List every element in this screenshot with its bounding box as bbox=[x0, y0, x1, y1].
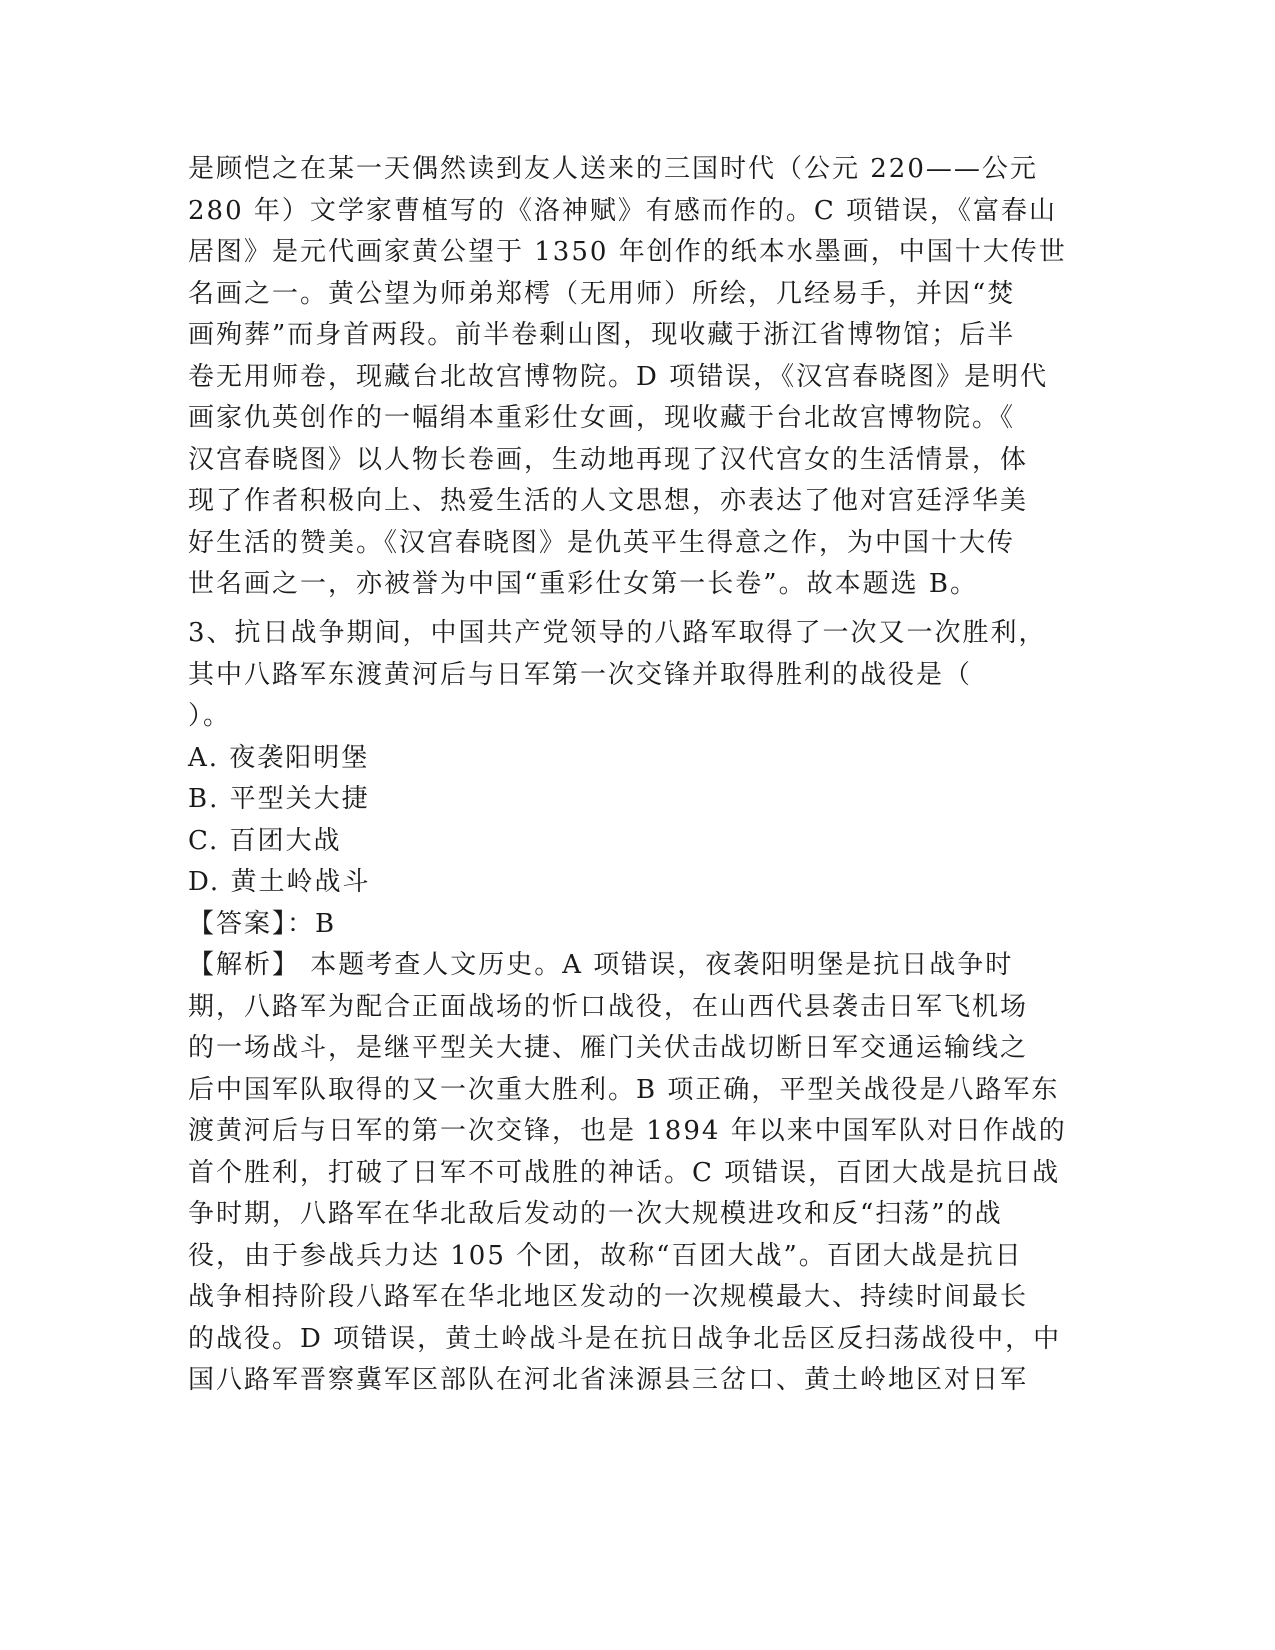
stem-line: 3、抗日战争期间，中国共产党领导的八路军取得了一次又一次胜利， bbox=[188, 618, 1047, 648]
text-line: 世名画之一，亦被誉为中国“重彩仕女第一长卷”。故本题选 B。 bbox=[188, 569, 978, 599]
question-stem bbox=[188, 613, 1088, 738]
analysis-line: 的一场战斗，是继平型关大捷、雁门关伏击战切断日军交通运输线之 bbox=[188, 1033, 1029, 1063]
text-line: 280 年）文学家曹植写的《洛神赋》有感而作的。C 项错误，《富春山 bbox=[188, 195, 1058, 226]
option-c: C. 百团大战 bbox=[188, 825, 342, 856]
analysis-line: 首个胜利，打破了日军不可战胜的神话。C 项错误，百团大战是抗日战 bbox=[188, 1157, 1061, 1188]
analysis-line: 国八路军晋察冀军区部队在河北省涞源县三岔口、黄土岭地区对日军 bbox=[188, 1365, 1029, 1395]
analysis-line: 战争相持阶段八路军在华北地区发动的一次规模最大、持续时间最长 bbox=[188, 1282, 1029, 1312]
text-line: 名画之一。黄公望为师弟郑樗（无用师）所绘，几经易手，并因“焚 bbox=[188, 278, 1016, 309]
text-line: 卷无用师卷，现藏台北故宫博物院。D 项错误，《汉宫春晓图》是明代 bbox=[188, 361, 1049, 392]
analysis-line: 役，由于参战兵力达 105 个团，故称“百团大战”。百团大战是抗日 bbox=[188, 1240, 1023, 1271]
option-a: A. 夜袭阳明堡 bbox=[188, 742, 370, 773]
text-line: 画家仇英创作的一幅绢本重彩仕女画，现收藏于台北故宫博物院。《 bbox=[188, 403, 1016, 433]
previous-explanation-text bbox=[188, 149, 1088, 606]
text-line: 画殉葬”而身首两段。前半卷剩山图，现收藏于浙江省博物馆；后半 bbox=[188, 320, 1016, 350]
text-line: 汉宫春晓图》以人物长卷画，生动地再现了汉代宫女的生活情景，体 bbox=[188, 444, 1029, 475]
text-line: 是顾恺之在某一天偶然读到友人送来的三国时代（公元 220——公元 bbox=[188, 154, 1038, 184]
analysis-line: 【解析】 本题考查人文历史。A 项错误，夜袭阳明堡是抗日战争时 bbox=[188, 950, 1014, 980]
option-list bbox=[188, 738, 1088, 904]
option-d: D. 黄土岭战斗 bbox=[188, 867, 371, 897]
analysis-text bbox=[188, 945, 1088, 1402]
analysis-line: 的战役。D 项错误，黄土岭战斗是在抗日战争北岳区反扫荡战役中，中 bbox=[188, 1323, 1062, 1354]
analysis-line: 期，八路军为配合正面战场的忻口战役，在山西代县袭击日军飞机场 bbox=[188, 991, 1029, 1022]
analysis-line: 争时期，八路军在华北敌后发动的一次大规模进攻和反“扫荡”的战 bbox=[188, 1199, 1003, 1229]
question-3 bbox=[188, 613, 1088, 1402]
option-b: B. 平型关大捷 bbox=[188, 784, 370, 814]
stem-line: 其中八路军东渡黄河后与日军第一次交锋并取得胜利的战役是（ bbox=[188, 659, 973, 690]
analysis-line: 后中国军队取得的又一次重大胜利。B 项正确，平型关战役是八路军东 bbox=[188, 1074, 1060, 1105]
text-line: 好生活的赞美。《汉宫春晓图》是仇英平生得意之作，为中国十大传 bbox=[188, 527, 1016, 558]
answer-line: 【答案】：B bbox=[188, 908, 337, 939]
text-line: 居图》是元代画家黄公望于 1350 年创作的纸本水墨画，中国十大传世 bbox=[188, 237, 1067, 267]
stem-line: ）。 bbox=[188, 701, 232, 731]
text-line: 现了作者积极向上、热爱生活的人文思想，亦表达了他对宫廷浮华美 bbox=[188, 486, 1029, 516]
analysis-line: 渡黄河后与日军的第一次交锋，也是 1894 年以来中国军队对日作战的 bbox=[188, 1116, 1067, 1146]
